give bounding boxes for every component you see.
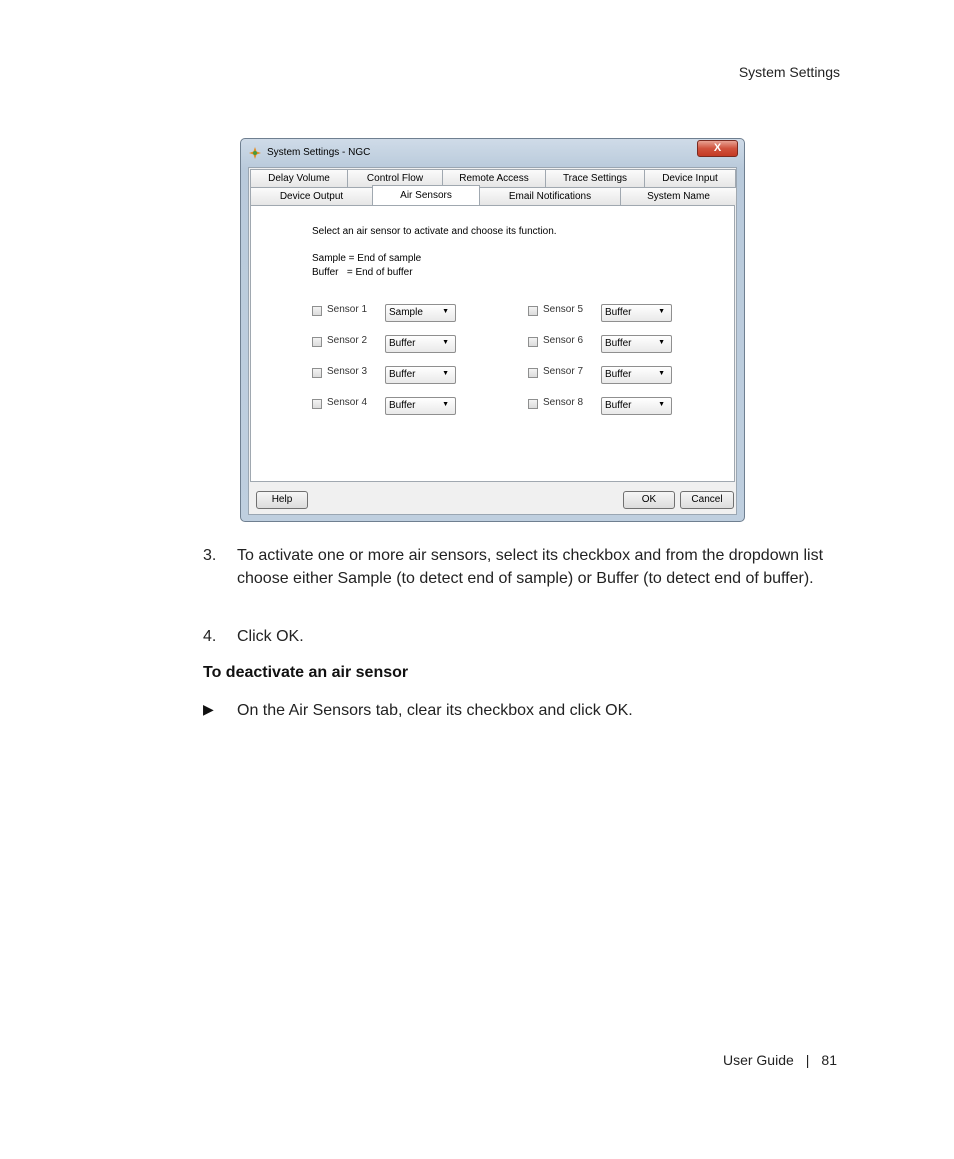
- tab-row-2: [250, 187, 736, 205]
- sensor-7-label: Sensor 7: [543, 366, 584, 377]
- dropdown-arrow-icon: ▼: [658, 339, 665, 346]
- sensor-3-dropdown[interactable]: [385, 366, 456, 384]
- title-bar[interactable]: [241, 139, 744, 167]
- sensor-5-checkbox[interactable]: [528, 306, 538, 316]
- ok-button[interactable]: OK: [623, 491, 675, 509]
- sensor-8-value: Buffer: [605, 400, 632, 411]
- app-icon: [248, 146, 262, 160]
- sensor-3-value: Buffer: [389, 369, 416, 380]
- dropdown-arrow-icon: ▼: [442, 370, 449, 377]
- dialog-window: [240, 138, 745, 522]
- sensor-4-value: Buffer: [389, 400, 416, 411]
- tab-device-output[interactable]: Device Output: [250, 187, 373, 205]
- dropdown-arrow-icon: ▼: [442, 339, 449, 346]
- tab-control-flow[interactable]: Control Flow: [347, 169, 443, 187]
- sensor-8-dropdown[interactable]: [601, 397, 672, 415]
- legend-sample: Sample = End of sample: [312, 253, 422, 264]
- sensor-6-dropdown[interactable]: [601, 335, 672, 353]
- instruction-text: Select an air sensor to activate and choose its function.: [312, 226, 557, 237]
- bullet-text: On the Air Sensors tab, clear its checkbox and click OK.: [237, 702, 633, 719]
- sensor-5-dropdown[interactable]: [601, 304, 672, 322]
- tab-delay-volume[interactable]: Delay Volume: [250, 169, 348, 187]
- sensor-4-dropdown[interactable]: [385, 397, 456, 415]
- sensor-2-dropdown[interactable]: [385, 335, 456, 353]
- sensor-1-value: Sample: [389, 307, 423, 318]
- sensor-2-checkbox[interactable]: [312, 337, 322, 347]
- dialog-client: [248, 167, 737, 515]
- sensor-8-label: Sensor 8: [543, 397, 584, 408]
- help-button[interactable]: Help: [256, 491, 308, 509]
- dropdown-arrow-icon: ▼: [442, 308, 449, 315]
- dropdown-arrow-icon: ▼: [442, 401, 449, 408]
- sensor-1-label: Sensor 1: [327, 304, 368, 315]
- page-number: 81: [821, 1052, 837, 1068]
- sensor-6-label: Sensor 6: [543, 335, 584, 346]
- legend-buffer: Buffer = End of buffer: [312, 267, 413, 278]
- sensor-6-value: Buffer: [605, 338, 632, 349]
- step-text: To activate one or more air sensors, select its checkbox and from the dropdown list choose either Sample (to detect end of sample) or Buffer (to detect end of buffer).: [237, 547, 824, 587]
- cancel-button[interactable]: Cancel: [680, 491, 734, 509]
- sensor-3-checkbox[interactable]: [312, 368, 322, 378]
- page-footer: [723, 1052, 837, 1068]
- sensor-5-label: Sensor 5: [543, 304, 584, 315]
- sensor-5-value: Buffer: [605, 307, 632, 318]
- air-sensors-panel: [250, 205, 735, 482]
- tab-system-name[interactable]: System Name: [620, 187, 737, 205]
- dropdown-arrow-icon: ▼: [658, 401, 665, 408]
- tab-row-1: [250, 169, 735, 187]
- tab-email-notifications[interactable]: Email Notifications: [479, 187, 621, 205]
- dialog-screenshot: [240, 138, 745, 522]
- section-heading: To deactivate an air sensor: [203, 664, 409, 681]
- sensor-7-dropdown[interactable]: [601, 366, 672, 384]
- footer-separator: |: [805, 1052, 810, 1068]
- sensor-7-checkbox[interactable]: [528, 368, 538, 378]
- footer-label: User Guide: [722, 1052, 794, 1068]
- running-head: System Settings: [738, 64, 840, 80]
- sensor-6-checkbox[interactable]: [528, 337, 538, 347]
- sensor-3-label: Sensor 3: [327, 366, 368, 377]
- tab-remote-access[interactable]: Remote Access: [442, 169, 546, 187]
- tab-device-input[interactable]: Device Input: [644, 169, 736, 187]
- tab-trace-settings[interactable]: Trace Settings: [545, 169, 645, 187]
- window-title: System Settings - NGC: [267, 147, 371, 158]
- sensor-4-checkbox[interactable]: [312, 399, 322, 409]
- dropdown-arrow-icon: ▼: [658, 370, 665, 377]
- sensor-2-value: Buffer: [389, 338, 416, 349]
- step-number: 3.: [203, 547, 217, 564]
- sensor-1-checkbox[interactable]: [312, 306, 322, 316]
- sensor-7-value: Buffer: [605, 369, 632, 380]
- sensor-1-dropdown[interactable]: [385, 304, 456, 322]
- close-button[interactable]: X: [697, 140, 738, 157]
- step-text: Click OK.: [237, 628, 304, 645]
- dropdown-arrow-icon: ▼: [658, 308, 665, 315]
- triangle-bullet-icon: ▶: [203, 701, 214, 717]
- sensor-8-checkbox[interactable]: [528, 399, 538, 409]
- tab-air-sensors[interactable]: Air Sensors: [372, 185, 480, 205]
- sensor-2-label: Sensor 2: [327, 335, 368, 346]
- sensor-4-label: Sensor 4: [327, 397, 368, 408]
- step-number: 4.: [203, 628, 217, 645]
